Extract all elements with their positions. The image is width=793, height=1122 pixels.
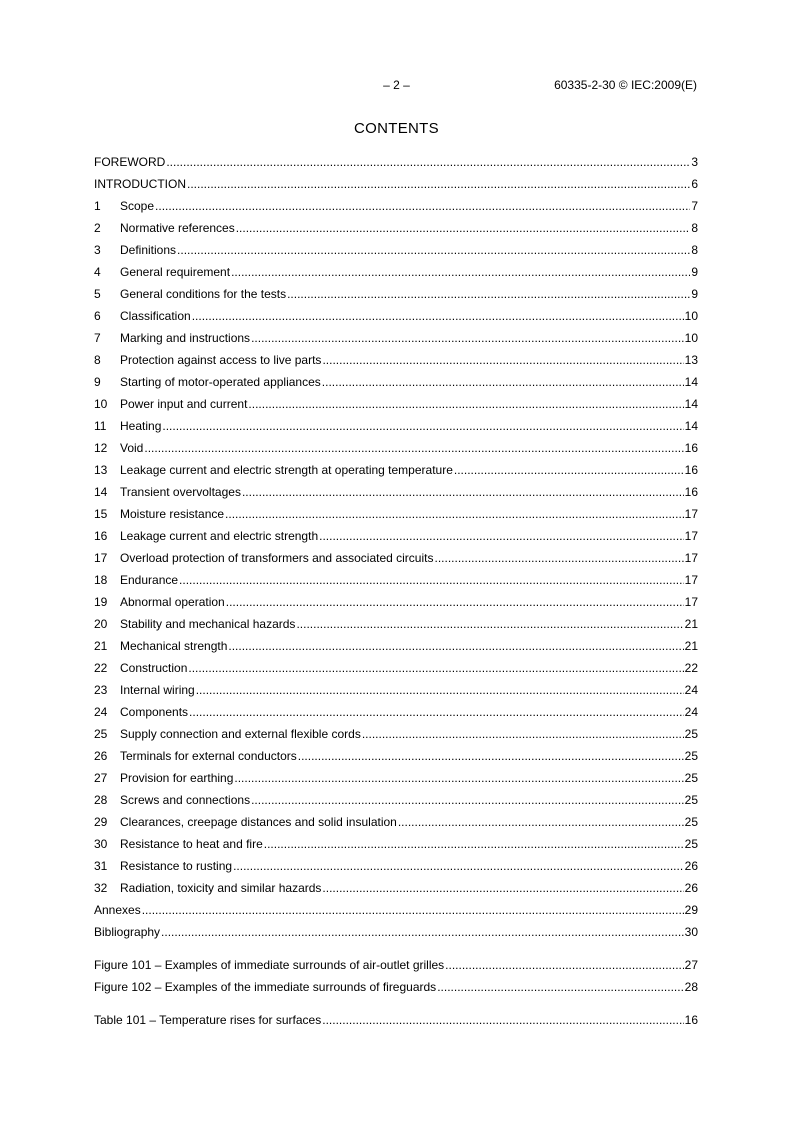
toc-page-number: 29 bbox=[684, 903, 698, 917]
toc-leader-dots bbox=[226, 591, 684, 613]
toc-leader-dots bbox=[188, 657, 683, 679]
toc-page-number: 25 bbox=[684, 815, 698, 829]
toc-clause-number: 20 bbox=[94, 617, 108, 631]
toc-page-number: 7 bbox=[691, 199, 698, 213]
toc-clause-entry[interactable] bbox=[94, 415, 698, 437]
document-id: 60335-2-30 © IEC:2009(E) bbox=[554, 78, 697, 92]
toc-page-number: 14 bbox=[684, 419, 698, 433]
toc-page-number: 26 bbox=[684, 881, 698, 895]
toc-page-number: 25 bbox=[684, 771, 698, 785]
toc-clause-number: 1 bbox=[94, 199, 101, 213]
toc-entry-label: Stability and mechanical hazards bbox=[120, 617, 296, 631]
toc-figure-entry[interactable] bbox=[94, 954, 698, 976]
toc-entry-label: Mechanical strength bbox=[120, 639, 228, 653]
toc-leader-dots bbox=[233, 855, 684, 877]
toc-entry[interactable] bbox=[94, 151, 698, 173]
toc-leader-dots bbox=[454, 459, 684, 481]
toc-leader-dots bbox=[166, 151, 690, 173]
toc-clause-entry[interactable] bbox=[94, 789, 698, 811]
toc-clause-number: 12 bbox=[94, 441, 108, 455]
toc-clause-number: 21 bbox=[94, 639, 108, 653]
toc-clause-number: 7 bbox=[94, 331, 101, 345]
toc-page-number: 25 bbox=[684, 793, 698, 807]
toc-clause-entry[interactable] bbox=[94, 371, 698, 393]
toc-page-number: 27 bbox=[684, 958, 698, 972]
toc-clause-entry[interactable] bbox=[94, 723, 698, 745]
toc-entry-label: Bibliography bbox=[94, 925, 161, 939]
toc-clause-number: 23 bbox=[94, 683, 108, 697]
toc-entry-label: Starting of motor-operated appliances bbox=[120, 375, 321, 389]
toc-page-number: 17 bbox=[684, 529, 698, 543]
toc-leader-dots bbox=[298, 745, 684, 767]
toc-leader-dots bbox=[248, 393, 683, 415]
toc-clause-entry[interactable] bbox=[94, 657, 698, 679]
toc-clause-number: 11 bbox=[94, 419, 107, 433]
toc-entry-label: Overload protection of transformers and associated circuits bbox=[120, 551, 434, 565]
toc-page-number: 22 bbox=[684, 661, 698, 675]
toc-entry-label: Marking and instructions bbox=[120, 331, 251, 345]
toc-entry-label: INTRODUCTION bbox=[94, 177, 186, 191]
toc-entry-label: Provision for earthing bbox=[120, 771, 234, 785]
toc-figure-entry[interactable] bbox=[94, 976, 698, 998]
toc-page-number: 25 bbox=[684, 749, 698, 763]
toc-clause-number: 9 bbox=[94, 375, 101, 389]
toc-clause-number: 27 bbox=[94, 771, 108, 785]
toc-clause-number: 2 bbox=[94, 221, 101, 235]
toc-leader-dots bbox=[189, 701, 684, 723]
toc-leader-dots bbox=[162, 415, 683, 437]
toc-page-number: 24 bbox=[684, 683, 698, 697]
toc-clause-number: 22 bbox=[94, 661, 108, 675]
toc-clause-entry[interactable] bbox=[94, 393, 698, 415]
toc-page-number: 9 bbox=[691, 265, 698, 279]
toc-entry-label: Leakage current and electric strength at operating temperature bbox=[120, 463, 453, 477]
toc-clause-number: 26 bbox=[94, 749, 108, 763]
toc-clause-entry[interactable] bbox=[94, 503, 698, 525]
toc-clause-number: 14 bbox=[94, 485, 108, 499]
toc-page-number: 8 bbox=[691, 221, 698, 235]
toc-entry-label: Figure 102 – Examples of the immediate surrounds of fireguards bbox=[94, 980, 437, 994]
toc-entry-label: General requirement bbox=[120, 265, 231, 279]
toc-page-number: 14 bbox=[684, 397, 698, 411]
toc-entry-label: Components bbox=[120, 705, 189, 719]
toc-clause-number: 29 bbox=[94, 815, 108, 829]
toc-leader-dots bbox=[322, 371, 684, 393]
toc-leader-dots bbox=[144, 437, 683, 459]
toc-page-number: 10 bbox=[684, 309, 698, 323]
toc-leader-dots bbox=[177, 239, 690, 261]
toc-leader-dots bbox=[251, 789, 684, 811]
toc-clause-entry[interactable] bbox=[94, 547, 698, 569]
toc-entry-label: Table 101 – Temperature rises for surfaces bbox=[94, 1013, 322, 1027]
toc-page-number: 9 bbox=[691, 287, 698, 301]
toc-leader-dots bbox=[296, 613, 683, 635]
toc-clause-entry[interactable] bbox=[94, 613, 698, 635]
toc-page-number: 3 bbox=[691, 155, 698, 169]
toc-leader-dots bbox=[196, 679, 684, 701]
toc-clause-number: 32 bbox=[94, 881, 108, 895]
toc-clause-entry[interactable] bbox=[94, 635, 698, 657]
toc-entry-label: Resistance to heat and fire bbox=[120, 837, 263, 851]
toc-clause-entry[interactable] bbox=[94, 459, 698, 481]
toc-clause-entry[interactable] bbox=[94, 591, 698, 613]
toc-page-number: 6 bbox=[691, 177, 698, 191]
toc-entry-label: Supply connection and external flexible cords bbox=[120, 727, 361, 741]
toc-clause-entry[interactable] bbox=[94, 525, 698, 547]
toc-page-number: 21 bbox=[684, 617, 698, 631]
toc-entry-label: Void bbox=[120, 441, 144, 455]
contents-title: CONTENTS bbox=[354, 120, 439, 137]
toc-entry-label: FOREWORD bbox=[94, 155, 166, 169]
page-number: – 2 – bbox=[383, 78, 410, 92]
toc-page-number: 17 bbox=[684, 507, 698, 521]
toc-clause-entry[interactable] bbox=[94, 855, 698, 877]
toc-leader-dots bbox=[445, 954, 683, 976]
toc-clause-entry[interactable] bbox=[94, 877, 698, 899]
toc-entry-label: Transient overvoltages bbox=[120, 485, 241, 499]
toc-leader-dots bbox=[225, 503, 684, 525]
toc-clause-number: 16 bbox=[94, 529, 108, 543]
toc-entry-label: Abnormal operation bbox=[120, 595, 225, 609]
toc-leader-dots bbox=[434, 547, 683, 569]
toc-entry-label: Clearances, creepage distances and solid insulation bbox=[120, 815, 397, 829]
toc-page-number: 25 bbox=[684, 727, 698, 741]
toc-entry-label: Construction bbox=[120, 661, 188, 675]
toc-leader-dots bbox=[228, 635, 683, 657]
toc-clause-number: 10 bbox=[94, 397, 108, 411]
toc-leader-dots bbox=[398, 811, 684, 833]
toc-entry-label: Radiation, toxicity and similar hazards bbox=[120, 881, 322, 895]
toc-clause-number: 25 bbox=[94, 727, 108, 741]
table-of-contents bbox=[94, 151, 698, 1031]
toc-entry-label: Screws and connections bbox=[120, 793, 251, 807]
toc-clause-number: 19 bbox=[94, 595, 108, 609]
toc-clause-entry[interactable] bbox=[94, 239, 698, 261]
toc-entry-label: Scope bbox=[120, 199, 155, 213]
toc-clause-entry[interactable] bbox=[94, 833, 698, 855]
toc-leader-dots bbox=[142, 899, 684, 921]
toc-page-number: 13 bbox=[684, 353, 698, 367]
toc-leader-dots bbox=[187, 173, 690, 195]
toc-page-number: 16 bbox=[684, 463, 698, 477]
toc-clause-entry[interactable] bbox=[94, 349, 698, 371]
toc-clause-number: 5 bbox=[94, 287, 101, 301]
toc-leader-dots bbox=[192, 305, 684, 327]
toc-page-number: 17 bbox=[684, 595, 698, 609]
toc-entry[interactable] bbox=[94, 899, 698, 921]
toc-entry-label: Terminals for external conductors bbox=[120, 749, 297, 763]
toc-leader-dots bbox=[319, 525, 684, 547]
toc-entry-label: Normative references bbox=[120, 221, 235, 235]
toc-entry-label: Power input and current bbox=[120, 397, 248, 411]
toc-clause-entry[interactable] bbox=[94, 767, 698, 789]
toc-leader-dots bbox=[236, 217, 691, 239]
toc-clause-number: 18 bbox=[94, 573, 108, 587]
toc-leader-dots bbox=[242, 481, 684, 503]
toc-clause-number: 8 bbox=[94, 353, 101, 367]
toc-entry-label: Figure 101 – Examples of immediate surrounds of air-outlet grilles bbox=[94, 958, 445, 972]
toc-page-number: 14 bbox=[684, 375, 698, 389]
toc-clause-number: 13 bbox=[94, 463, 108, 477]
toc-page-number: 10 bbox=[684, 331, 698, 345]
toc-leader-dots bbox=[179, 569, 684, 591]
toc-clause-number: 6 bbox=[94, 309, 101, 323]
toc-clause-number: 4 bbox=[94, 265, 101, 279]
toc-clause-entry[interactable] bbox=[94, 569, 698, 591]
toc-spacer bbox=[94, 943, 698, 954]
toc-clause-entry[interactable] bbox=[94, 437, 698, 459]
toc-entry[interactable] bbox=[94, 173, 698, 195]
toc-page-number: 25 bbox=[684, 837, 698, 851]
toc-entry-label: Leakage current and electric strength bbox=[120, 529, 319, 543]
toc-clause-entry[interactable] bbox=[94, 217, 698, 239]
toc-entry-label: Endurance bbox=[120, 573, 179, 587]
toc-leader-dots bbox=[161, 921, 684, 943]
toc-page-number: 30 bbox=[684, 925, 698, 939]
toc-page-number: 16 bbox=[684, 441, 698, 455]
toc-entry-label: Annexes bbox=[94, 903, 141, 917]
toc-leader-dots bbox=[231, 261, 690, 283]
toc-clause-number: 28 bbox=[94, 793, 108, 807]
toc-leader-dots bbox=[155, 195, 690, 217]
toc-clause-entry[interactable] bbox=[94, 283, 698, 305]
toc-leader-dots bbox=[251, 327, 684, 349]
toc-page-number: 16 bbox=[684, 485, 698, 499]
toc-leader-dots bbox=[437, 976, 683, 998]
toc-clause-number: 30 bbox=[94, 837, 108, 851]
toc-clause-entry[interactable] bbox=[94, 745, 698, 767]
toc-page-number: 28 bbox=[684, 980, 698, 994]
toc-page-number: 17 bbox=[684, 573, 698, 587]
toc-clause-entry[interactable] bbox=[94, 679, 698, 701]
toc-page-number: 17 bbox=[684, 551, 698, 565]
toc-leader-dots bbox=[264, 833, 684, 855]
toc-page-number: 26 bbox=[684, 859, 698, 873]
toc-entry-label: Classification bbox=[120, 309, 191, 323]
toc-entry-label: Moisture resistance bbox=[120, 507, 225, 521]
toc-clause-number: 3 bbox=[94, 243, 101, 257]
toc-clause-entry[interactable] bbox=[94, 195, 698, 217]
toc-clause-number: 15 bbox=[94, 507, 108, 521]
toc-table-entry[interactable] bbox=[94, 1009, 698, 1031]
toc-page-number: 21 bbox=[684, 639, 698, 653]
toc-leader-dots bbox=[322, 349, 683, 371]
toc-entry-label: Protection against access to live parts bbox=[120, 353, 322, 367]
toc-leader-dots bbox=[287, 283, 690, 305]
toc-clause-number: 24 bbox=[94, 705, 108, 719]
toc-entry[interactable] bbox=[94, 921, 698, 943]
toc-clause-number: 31 bbox=[94, 859, 108, 873]
toc-clause-entry[interactable] bbox=[94, 481, 698, 503]
toc-page-number: 24 bbox=[684, 705, 698, 719]
toc-clause-number: 17 bbox=[94, 551, 108, 565]
toc-entry-label: Heating bbox=[120, 419, 162, 433]
toc-clause-entry[interactable] bbox=[94, 811, 698, 833]
toc-entry-label: Resistance to rusting bbox=[120, 859, 233, 873]
toc-clause-entry[interactable] bbox=[94, 327, 698, 349]
toc-entry-label: Internal wiring bbox=[120, 683, 195, 697]
toc-leader-dots bbox=[234, 767, 683, 789]
toc-spacer bbox=[94, 998, 698, 1009]
toc-leader-dots bbox=[322, 1009, 683, 1031]
toc-clause-entry[interactable] bbox=[94, 701, 698, 723]
toc-clause-entry[interactable] bbox=[94, 261, 698, 283]
toc-page-number: 8 bbox=[691, 243, 698, 257]
toc-clause-entry[interactable] bbox=[94, 305, 698, 327]
toc-entry-label: General conditions for the tests bbox=[120, 287, 287, 301]
toc-leader-dots bbox=[362, 723, 684, 745]
toc-page-number: 16 bbox=[684, 1013, 698, 1027]
toc-entry-label: Definitions bbox=[120, 243, 177, 257]
toc-leader-dots bbox=[322, 877, 683, 899]
